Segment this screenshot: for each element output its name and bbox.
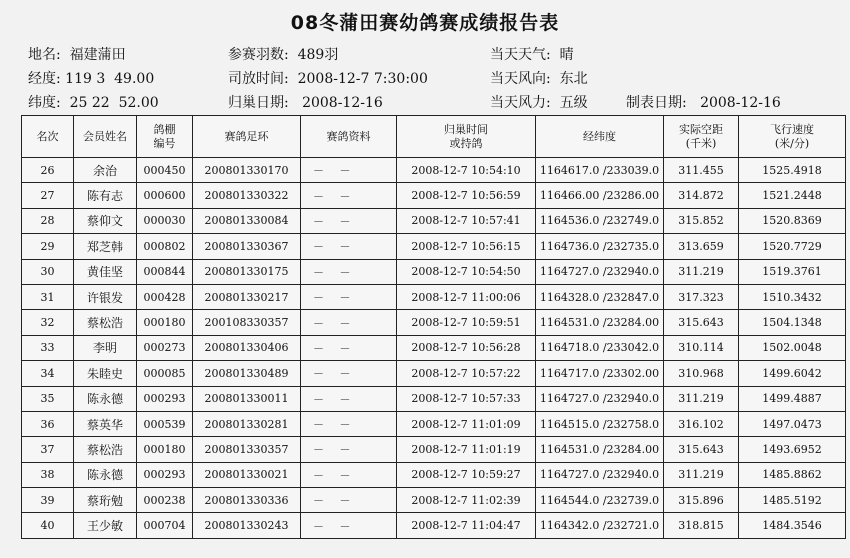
cell-time: 2008-12-7 11:04:47 <box>397 513 536 538</box>
cell-speed: 1485.8862 <box>739 462 846 487</box>
cell-distance: 314.872 <box>664 183 739 208</box>
table-row <box>22 513 846 538</box>
cell-member: 黄佳坚 <box>74 259 137 284</box>
cell-loft: 000030 <box>137 208 193 233</box>
table-row <box>22 208 846 233</box>
header-speed-line2: (米/分) <box>774 136 810 150</box>
cell-distance: 311.219 <box>664 259 739 284</box>
cell-loft: 000428 <box>137 284 193 309</box>
cell-ring: 200801330170 <box>193 158 301 183</box>
cell-info: － － <box>301 208 397 233</box>
cell-speed: 1504.1348 <box>739 310 846 335</box>
wind-force-label: 当天风力: 五级 <box>490 95 588 111</box>
header-distance-line1: 实际空距 <box>679 122 723 136</box>
header-speed-line1: 飞行速度 <box>770 122 814 136</box>
cell-coords: 1164727.0 /232940.0 <box>536 386 664 411</box>
cell-rank: 26 <box>22 158 74 183</box>
cell-coords: 1164717.0 /23302.00 <box>536 361 664 386</box>
cell-info: － － <box>301 234 397 259</box>
cell-coords: 1164536.0 /232749.0 <box>536 208 664 233</box>
cell-member: 朱睦史 <box>74 361 137 386</box>
cell-speed: 1520.8369 <box>739 208 846 233</box>
cell-time: 2008-12-7 10:59:27 <box>397 462 536 487</box>
cell-loft: 000844 <box>137 259 193 284</box>
cell-time: 2008-12-7 11:02:39 <box>397 488 536 513</box>
cell-coords: 1164727.0 /232940.0 <box>536 462 664 487</box>
cell-distance: 315.852 <box>664 208 739 233</box>
cell-info: － － <box>301 513 397 538</box>
cell-rank: 40 <box>22 513 74 538</box>
cell-speed: 1499.6042 <box>739 361 846 386</box>
cell-coords: 1164531.0 /23284.00 <box>536 310 664 335</box>
cell-member: 王少敏 <box>74 513 137 538</box>
cell-coords: 1164531.0 /23284.00 <box>536 437 664 462</box>
cell-time: 2008-12-7 10:57:41 <box>397 208 536 233</box>
cell-speed: 1520.7729 <box>739 234 846 259</box>
cell-distance: 311.219 <box>664 462 739 487</box>
latitude-label: 纬度: 25 22 52.00 <box>28 95 159 111</box>
cell-rank: 31 <box>22 284 74 309</box>
cell-loft: 000238 <box>137 488 193 513</box>
cell-member: 余治 <box>74 158 137 183</box>
cell-rank: 35 <box>22 386 74 411</box>
location-label: 地名: 福建蒲田 <box>28 47 126 63</box>
cell-loft: 000450 <box>137 158 193 183</box>
cell-time: 2008-12-7 10:54:10 <box>397 158 536 183</box>
cell-coords: 1164515.0 /232758.0 <box>536 411 664 436</box>
cell-member: 蔡松浩 <box>74 310 137 335</box>
table-row <box>22 361 846 386</box>
return-date-label: 归巢日期: 2008-12-16 <box>228 95 383 111</box>
cell-time: 2008-12-7 11:01:19 <box>397 437 536 462</box>
cell-rank: 39 <box>22 488 74 513</box>
table-row <box>22 386 846 411</box>
cell-loft: 000600 <box>137 183 193 208</box>
cell-loft: 000180 <box>137 437 193 462</box>
table-row <box>22 183 846 208</box>
cell-info: － － <box>301 284 397 309</box>
cell-ring: 200801330281 <box>193 411 301 436</box>
header-distance <box>664 116 739 158</box>
header-return-time-line2: 或持鸽 <box>449 136 483 150</box>
cell-coords: 116466.00 /23286.00 <box>536 183 664 208</box>
header-return-time <box>397 116 536 158</box>
report-date-label: 制表日期: 2008-12-16 <box>626 95 781 111</box>
cell-time: 2008-12-7 10:56:59 <box>397 183 536 208</box>
cell-loft: 000273 <box>137 335 193 360</box>
cell-time: 2008-12-7 10:57:33 <box>397 386 536 411</box>
cell-speed: 1525.4918 <box>739 158 846 183</box>
cell-rank: 37 <box>22 437 74 462</box>
table-row <box>22 259 846 284</box>
cell-ring: 200801330243 <box>193 513 301 538</box>
header-coords: 经纬度 <box>536 116 664 158</box>
cell-time: 2008-12-7 10:59:51 <box>397 310 536 335</box>
cell-info: － － <box>301 462 397 487</box>
cell-member: 陈永德 <box>74 386 137 411</box>
cell-time: 2008-12-7 10:57:22 <box>397 361 536 386</box>
header-info: 赛鸽资料 <box>301 116 397 158</box>
cell-speed: 1519.3761 <box>739 259 846 284</box>
header-ring: 赛鸽足环 <box>193 116 301 158</box>
table-row <box>22 158 846 183</box>
cell-rank: 38 <box>22 462 74 487</box>
cell-rank: 32 <box>22 310 74 335</box>
cell-coords: 1164736.0 /232735.0 <box>536 234 664 259</box>
cell-info: － － <box>301 259 397 284</box>
cell-rank: 34 <box>22 361 74 386</box>
cell-loft: 000293 <box>137 386 193 411</box>
cell-rank: 28 <box>22 208 74 233</box>
cell-ring: 200801330175 <box>193 259 301 284</box>
cell-info: － － <box>301 411 397 436</box>
cell-rank: 30 <box>22 259 74 284</box>
cell-ring: 200801330021 <box>193 462 301 487</box>
header-loft-no <box>137 116 193 158</box>
cell-rank: 33 <box>22 335 74 360</box>
cell-speed: 1521.2448 <box>739 183 846 208</box>
cell-rank: 29 <box>22 234 74 259</box>
table-row <box>22 335 846 360</box>
cell-distance: 311.219 <box>664 386 739 411</box>
table-row <box>22 462 846 487</box>
cell-rank: 36 <box>22 411 74 436</box>
cell-info: － － <box>301 488 397 513</box>
cell-speed: 1510.3432 <box>739 284 846 309</box>
cell-time: 2008-12-7 10:56:15 <box>397 234 536 259</box>
header-rank: 名次 <box>22 116 74 158</box>
table-row <box>22 488 846 513</box>
cell-member: 李明 <box>74 335 137 360</box>
wind-direction-label: 当天风向: 东北 <box>490 71 588 87</box>
header-loft-no-line2: 编号 <box>153 136 176 150</box>
cell-loft: 000085 <box>137 361 193 386</box>
weather-label: 当天天气: 晴 <box>490 47 574 63</box>
cell-member: 许银发 <box>74 284 137 309</box>
participants-label: 参赛羽数: 489羽 <box>228 47 339 63</box>
header-speed <box>739 116 846 158</box>
cell-ring: 200801330084 <box>193 208 301 233</box>
cell-loft: 000180 <box>137 310 193 335</box>
cell-distance: 311.455 <box>664 158 739 183</box>
cell-distance: 313.659 <box>664 234 739 259</box>
table-row <box>22 310 846 335</box>
cell-ring: 200801330357 <box>193 437 301 462</box>
cell-time: 2008-12-7 10:56:28 <box>397 335 536 360</box>
cell-loft: 000704 <box>137 513 193 538</box>
cell-member: 陈永德 <box>74 462 137 487</box>
header-member: 会员姓名 <box>74 116 137 158</box>
cell-info: － － <box>301 310 397 335</box>
cell-ring: 200801330489 <box>193 361 301 386</box>
cell-ring: 200801330217 <box>193 284 301 309</box>
cell-loft: 000539 <box>137 411 193 436</box>
cell-info: － － <box>301 183 397 208</box>
cell-coords: 1164544.0 /232739.0 <box>536 488 664 513</box>
header-distance-line2: (千米) <box>685 136 717 150</box>
cell-ring: 200801330406 <box>193 335 301 360</box>
longitude-label: 经度: 119 3 49.00 <box>28 71 155 87</box>
table-row <box>22 411 846 436</box>
table-row <box>22 234 846 259</box>
cell-distance: 318.815 <box>664 513 739 538</box>
cell-speed: 1493.6952 <box>739 437 846 462</box>
cell-member: 蔡英华 <box>74 411 137 436</box>
cell-distance: 315.643 <box>664 310 739 335</box>
cell-info: － － <box>301 158 397 183</box>
cell-distance: 310.968 <box>664 361 739 386</box>
cell-info: － － <box>301 437 397 462</box>
cell-coords: 1164617.0 /233039.0 <box>536 158 664 183</box>
cell-distance: 310.114 <box>664 335 739 360</box>
cell-speed: 1497.0473 <box>739 411 846 436</box>
cell-coords: 1164328.0 /232847.0 <box>536 284 664 309</box>
document-title: 08冬蒲田赛幼鸽赛成绩报告表 <box>290 12 560 34</box>
cell-member: 蔡松浩 <box>74 437 137 462</box>
cell-distance: 317.323 <box>664 284 739 309</box>
cell-member: 郑芝韩 <box>74 234 137 259</box>
cell-ring: 200108330357 <box>193 310 301 335</box>
cell-ring: 200801330367 <box>193 234 301 259</box>
cell-ring: 200801330336 <box>193 488 301 513</box>
cell-coords: 1164342.0 /232721.0 <box>536 513 664 538</box>
cell-speed: 1484.3546 <box>739 513 846 538</box>
cell-rank: 27 <box>22 183 74 208</box>
header-return-time-line1: 归巢时间 <box>444 122 488 136</box>
cell-member: 蔡珩勉 <box>74 488 137 513</box>
cell-info: － － <box>301 361 397 386</box>
cell-info: － － <box>301 335 397 360</box>
cell-member: 蔡仰文 <box>74 208 137 233</box>
cell-distance: 315.896 <box>664 488 739 513</box>
table-row <box>22 284 846 309</box>
cell-ring: 200801330322 <box>193 183 301 208</box>
cell-time: 2008-12-7 11:01:09 <box>397 411 536 436</box>
cell-time: 2008-12-7 11:00:06 <box>397 284 536 309</box>
cell-ring: 200801330011 <box>193 386 301 411</box>
table-header-row <box>22 116 846 158</box>
cell-info: － － <box>301 386 397 411</box>
cell-time: 2008-12-7 10:54:50 <box>397 259 536 284</box>
cell-loft: 000802 <box>137 234 193 259</box>
cell-loft: 000293 <box>137 462 193 487</box>
cell-speed: 1485.5192 <box>739 488 846 513</box>
cell-distance: 315.643 <box>664 437 739 462</box>
cell-member: 陈有志 <box>74 183 137 208</box>
cell-speed: 1499.4887 <box>739 386 846 411</box>
cell-speed: 1502.0048 <box>739 335 846 360</box>
results-table <box>21 115 846 539</box>
header-loft-no-line1: 鸽棚 <box>153 122 176 136</box>
release-time-label: 司放时间: 2008-12-7 7:30:00 <box>228 71 428 87</box>
cell-distance: 316.102 <box>664 411 739 436</box>
table-row <box>22 437 846 462</box>
cell-coords: 1164727.0 /232940.0 <box>536 259 664 284</box>
cell-coords: 1164718.0 /233042.0 <box>536 335 664 360</box>
